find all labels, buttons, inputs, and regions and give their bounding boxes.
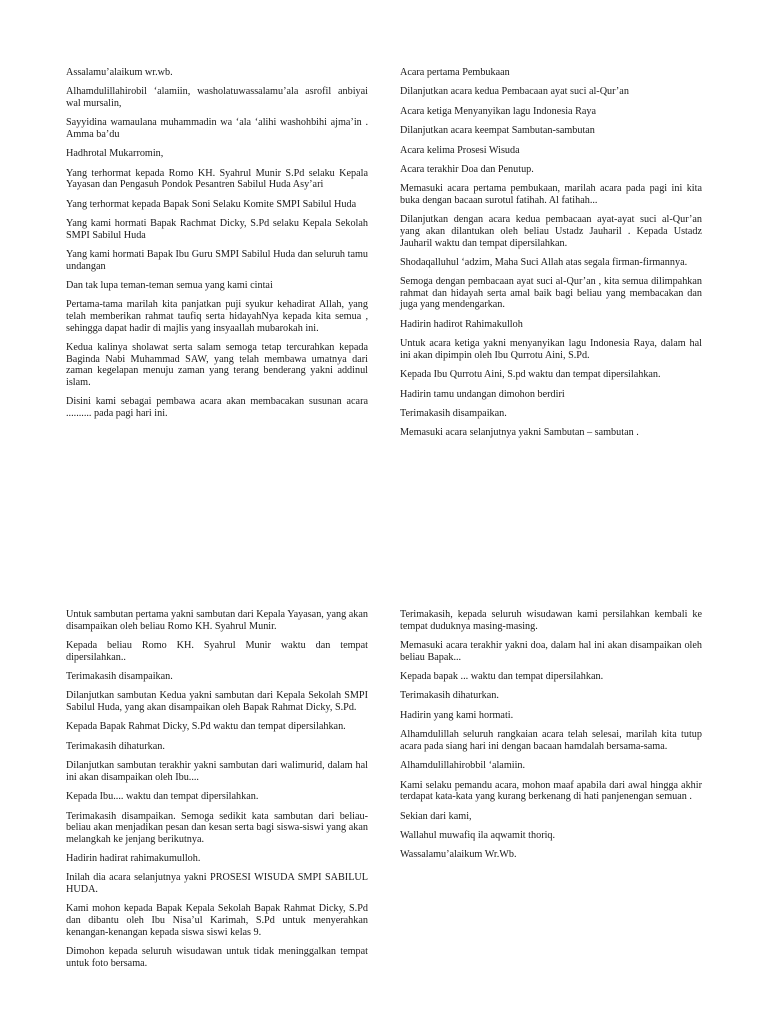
paragraph: Terimakasih disampaikan. Semoga sedikit kata sambutan dari beliau-beliau akan menjadikan pesan dan kesan serta bagi siswa-siswi yang akan melangkah ke jenjang berikutnya. <box>66 810 368 845</box>
paragraph: Dimohon kepada seluruh wisudawan untuk tidak meninggalkan tempat untuk foto bersama. <box>66 946 368 969</box>
paragraph: Memasuki acara pertama pembukaan, marilah acara pada pagi ini kita buka dengan bacaan surotul fatihah. Al fatihah... <box>400 183 702 206</box>
paragraph: Memasuki acara selanjutnya yakni Sambutan – sambutan . <box>400 427 639 439</box>
paragraph: Kami mohon kepada Bapak Kepala Sekolah Bapak Rahmat Dicky, S.Pd dan dibantu oleh Ibu Nisa’ul Karimah, S.Pd untuk menyerahkan kenangan-kenangan kepada siswa siswi kelas 9. <box>66 903 368 938</box>
paragraph: Terimakasih disampaikan. <box>66 670 173 682</box>
paragraph: Kepada Ibu Qurrotu Aini, S.pd waktu dan tempat dipersilahkan. <box>400 369 661 381</box>
paragraph: Acara ketiga Menyanyikan lagu Indonesia Raya <box>400 105 597 117</box>
paragraph: Alhamdulillahirobil ‘alamiin, washolatuwassalamu’ala asrofil anbiyai wal mursalin, <box>66 86 368 109</box>
paragraph: Shodaqalluhul ‘adzim, Maha Suci Allah atas segala firman-firmannya. <box>400 256 688 268</box>
paragraph: Yang kami hormati Bapak Ibu Guru SMPI Sabilul Huda dan seluruh tamu undangan <box>66 249 368 272</box>
paragraph: Wallahul muwafiq ila aqwamit thoriq. <box>400 829 556 841</box>
paragraph: Untuk acara ketiga yakni menyanyikan lagu Indonesia Raya, dalam hal ini akan dipimpin oleh Ibu Qurrotu Aini, S.Pd. <box>400 338 702 361</box>
paragraph: Sayyidina wamaulana muhammadin wa ‘ala ‘alihi washohbihi ajma’in . Amma ba’du <box>66 117 368 140</box>
paragraph: Dilanjutkan dengan acara kedua pembacaan ayat-ayat suci al-Qur’an yang akan dilantukan oleh beliau Ustadz Jauharil . Kepada Ustadz Jauharil waktu dan tempat dipersilahkan. <box>400 214 702 249</box>
column-bottom-left <box>66 609 368 977</box>
paragraph: Semoga dengan pembacaan ayat suci al-Qur’an , kita semua dilimpahkan rahmat dan hidayah serta amal baik bagi beliau yang membacakan dan juga yang mendengarkan. <box>400 276 702 311</box>
paragraph: Disini kami sebagai pembawa acara akan membacakan susunan acara .......... pada pagi hari ini. <box>66 396 368 419</box>
paragraph: Kepada bapak ... waktu dan tempat dipersilahkan. <box>400 670 604 682</box>
paragraph: Hadirin hadirot Rahimakulloh <box>400 318 523 330</box>
paragraph: Dilanjutkan acara keempat Sambutan-sambutan <box>400 125 595 137</box>
paragraph: Untuk sambutan pertama yakni sambutan dari Kepala Yayasan, yang akan disampaikan oleh beliau Romo KH. Syahrul Munir. <box>66 609 368 632</box>
column-top-right <box>400 67 702 447</box>
paragraph: Yang terhormat kepada Romo KH. Syahrul Munir S.Pd selaku Kepala Yayasan dan Pengasuh Pondok Pesantren Sabilul Huda Asy’ari <box>66 167 368 191</box>
paragraph: Dilanjutkan sambutan Kedua yakni sambutan dari Kepala Sekolah SMPI Sabilul Huda, yang akan disampaikan oleh Bapak Rahmat Dicky, S.Pd. <box>66 690 368 713</box>
paragraph: Hadirin yang kami hormati. <box>400 709 514 721</box>
paragraph: Kepada beliau Romo KH. Syahrul Munir waktu dan tempat dipersilahkan.. <box>66 639 368 663</box>
paragraph: Hadirin tamu undangan dimohon berdiri <box>400 388 565 400</box>
paragraph: Dilanjutkan acara kedua Pembacaan ayat suci al-Qur’an <box>400 86 629 98</box>
paragraph: Sekian dari kami, <box>400 810 472 822</box>
paragraph: Hadhrotal Mukarromin, <box>66 148 164 160</box>
paragraph: Terimakasih disampaikan. <box>400 408 507 420</box>
paragraph: Alhamdulillahirobbil ‘alamiin. <box>400 760 526 772</box>
paragraph: Kepada Ibu.... waktu dan tempat dipersilahkan. <box>66 791 259 803</box>
column-bottom-right <box>400 609 702 869</box>
paragraph: Terimakasih, kepada seluruh wisudawan kami persilahkan kembali ke tempat duduknya masing-masing. <box>400 609 702 632</box>
column-top-left <box>66 67 368 427</box>
paragraph: Yang terhormat kepada Bapak Soni Selaku Komite SMPI Sabilul Huda <box>66 198 357 210</box>
paragraph: Kami selaku pemandu acara, mohon maaf apabila dari awal hingga akhir terdapat kata-kata yang kurang berkenang di hati panjenengan semuan . <box>400 779 702 803</box>
paragraph: Acara pertama Pembukaan <box>400 67 510 78</box>
paragraph: Inilah dia acara selanjutnya yakni PROSESI WISUDA SMPI SABILUL HUDA. <box>66 872 368 896</box>
paragraph: Acara terakhir Doa dan Penutup. <box>400 163 534 175</box>
paragraph: Assalamu’alaikum wr.wb. <box>66 67 173 78</box>
paragraph: Dilanjutkan sambutan terakhir yakni sambutan dari walimurid, dalam hal ini akan disampaikan oleh Ibu.... <box>66 760 368 783</box>
paragraph: Dan tak lupa teman-teman semua yang kami cintai <box>66 280 273 292</box>
paragraph: Terimakasih dihaturkan. <box>66 740 165 752</box>
paragraph: Yang kami hormati Bapak Rachmat Dicky, S.Pd selaku Kepala Sekolah SMPI Sabilul Huda <box>66 218 368 241</box>
paragraph: Kedua kalinya sholawat serta salam semoga tetap tercurahkan kepada Baginda Nabi Muhammad SAW, yang telah membawa umatnya dari zaman kegelapan menuju zaman yang terang benderang yakni addinul islam. <box>66 342 368 388</box>
paragraph: Wassalamu’alaikum Wr.Wb. <box>400 849 517 861</box>
paragraph: Memasuki acara terakhir yakni doa, dalam hal ini akan disampaikan oleh beliau Bapak... <box>400 639 702 663</box>
paragraph: Alhamdulillah seluruh rangkaian acara telah selesai, marilah kita tutup acara pada siang hari ini dengan bacaan hamdalah bersama-sama. <box>400 729 702 752</box>
paragraph: Acara kelima Prosesi Wisuda <box>400 144 520 156</box>
paragraph: Hadirin hadirat rahimakumulloh. <box>66 853 201 865</box>
paragraph: Pertama-tama marilah kita panjatkan puji syukur kehadirat Allah, yang telah memberikan rahmat taufiq serta hidayahNya kepada kita semua , sehingga dapat hadir di majlis yang insyaallah mubarokah ini. <box>66 299 368 334</box>
paragraph: Terimakasih dihaturkan. <box>400 690 499 702</box>
paragraph: Kepada Bapak Rahmat Dicky, S.Pd waktu dan tempat dipersilahkan. <box>66 721 346 733</box>
